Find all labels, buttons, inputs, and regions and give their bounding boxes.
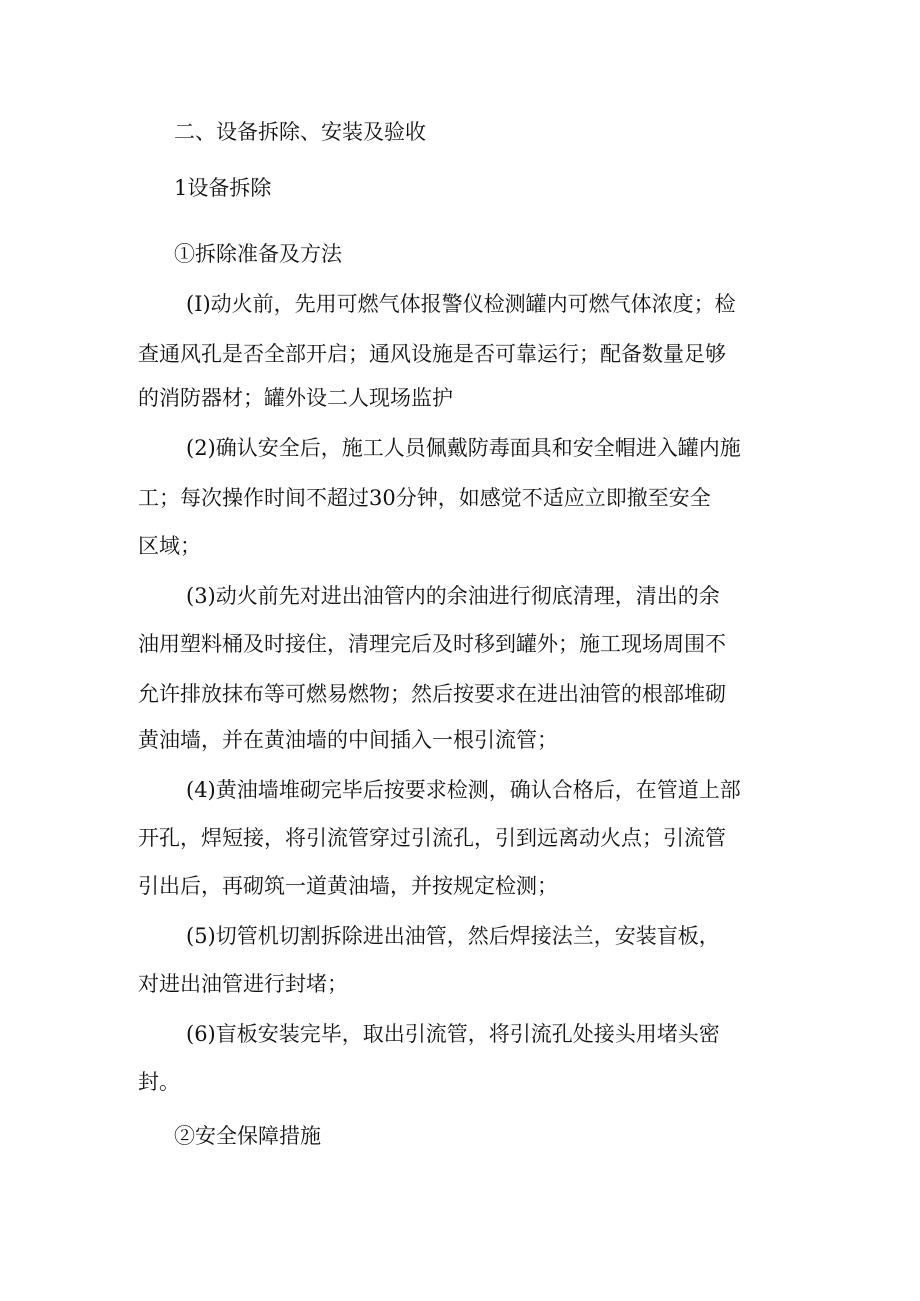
- paragraph-text: 查通风孔是否全部开启；通风设施是否可靠运行；配备数量足够: [138, 342, 726, 366]
- paragraph-text: 引出后，再砌筑一道黄油墙，并按规定检测；: [138, 874, 558, 898]
- paragraph-text: (3)动火前先对进出油管内的余油进行彻底清理，清出的余: [186, 584, 720, 608]
- paragraph-text: (6)盲板安装完毕，取出引流管，将引流孔处接头用堵头密: [186, 1022, 720, 1046]
- paragraph-text: (4)黄油墙堆砌完毕后按要求检测，确认合格后，在管道上部: [186, 778, 741, 802]
- paragraph-text: 区域；: [138, 534, 201, 558]
- paragraph-text: 对进出油管进行封堵；: [138, 972, 348, 996]
- subsection-heading-text: 1设备拆除: [174, 176, 272, 200]
- paragraph-text: 黄油墙，并在黄油墙的中间插入一根引流管；: [138, 728, 558, 752]
- paragraph-text: 封。: [138, 1070, 180, 1094]
- paragraph-text: (2)确认安全后，施工人员佩戴防毒面具和安全帽进入罐内施: [186, 436, 741, 460]
- part2-heading-text: ②安全保障措施: [174, 1124, 321, 1148]
- paragraph-text: (I)动火前，先用可燃气体报警仪检测罐内可燃气体浓度；检: [186, 292, 736, 316]
- paragraph-text: 工；每次操作时间不超过30分钟，如感觉不适应立即撤至安全: [138, 486, 711, 510]
- paragraph-text: 开孔，焊短接，将引流管穿过引流孔，引到远离动火点；引流管: [138, 826, 726, 850]
- paragraph-text: 的消防器材；罐外设二人现场监护: [138, 386, 453, 410]
- paragraph-text: 油用塑料桶及时接住，清理完后及时移到罐外；施工现场周围不: [138, 632, 726, 656]
- section-heading-text: 二、设备拆除、安装及验收: [174, 120, 426, 144]
- part1-heading-text: ①拆除准备及方法: [174, 242, 342, 266]
- paragraph-text: (5)切管机切割拆除进出油管，然后焊接法兰，安装盲板，: [186, 924, 720, 948]
- paragraph-text: 允许排放抹布等可燃易燃物；然后按要求在进出油管的根部堆砌: [138, 682, 726, 706]
